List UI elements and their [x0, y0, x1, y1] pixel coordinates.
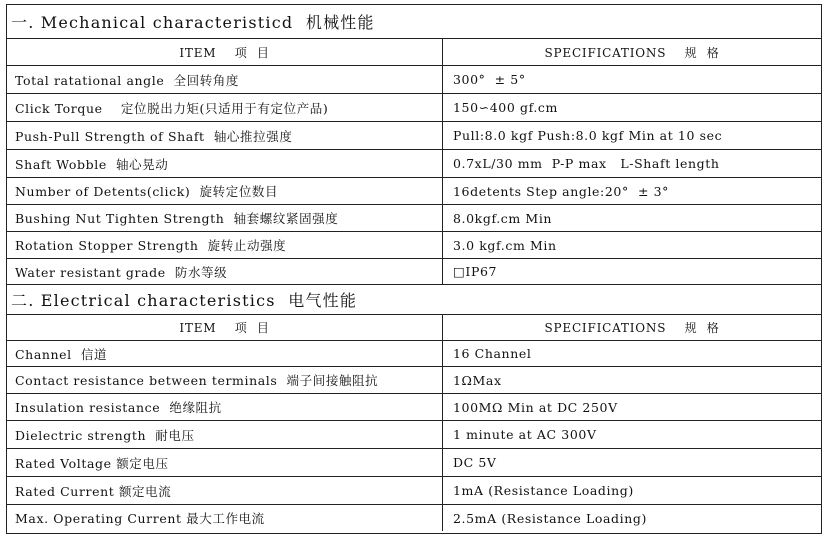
row-spec: □IP67: [453, 264, 498, 279]
electrical-header-spec: SPECIFICATIONS 规 格: [544, 321, 720, 335]
row-item: Number of Detents(click) 旋转定位数目: [7, 178, 443, 204]
row-spec: 8.0kgf.cm Min: [453, 210, 553, 226]
table-row: [7, 505, 821, 531]
mechanical-title-text: 一. Mechanical characteristicd 机械性能: [11, 13, 375, 32]
row-item: Bushing Nut Tighten Strength 轴套螺纹紧固强度: [7, 205, 443, 231]
row-item: Contact resistance between terminals 端子间接触阻抗: [7, 367, 443, 393]
row-spec: 1ΩMax: [453, 372, 502, 388]
row-spec: 0.7xL/30 mm P-P max L-Shaft length: [453, 156, 720, 171]
row-item: Rated Current 额定电流: [7, 477, 443, 504]
row-item: Rated Voltage 额定电压: [7, 449, 443, 476]
mechanical-header-spec: SPECIFICATIONS 规 格: [544, 45, 720, 60]
row-spec: 150∽400 gf.cm: [453, 100, 558, 115]
row-item: Click Torque 定位脱出力矩(只适用于有定位产品): [7, 94, 443, 121]
table-row: [7, 259, 821, 285]
row-item: Shaft Wobble 轴心晃动: [7, 150, 443, 177]
table-row: [7, 66, 821, 94]
electrical-title-text: 二. Electrical characteristics 电气性能: [11, 291, 358, 310]
table-row: [7, 341, 821, 367]
row-item: Rotation Stopper Strength 旋转止动强度: [7, 232, 443, 258]
electrical-section-title: [7, 285, 821, 315]
mechanical-table-header: [7, 39, 821, 66]
row-spec: 16detents Step angle:20° ± 3°: [453, 183, 670, 199]
row-item: Dielectric strength 耐电压: [7, 421, 443, 448]
row-spec: 3.0 kgf.cm Min: [453, 237, 557, 253]
table-row: [7, 449, 821, 477]
row-spec: 100MΩ Min at DC 250V: [453, 399, 618, 415]
row-spec: 1mA (Resistance Loading): [453, 483, 634, 498]
row-spec: 1 minute at AC 300V: [453, 427, 597, 442]
row-item: Push-Pull Strength of Shaft 轴心推拉强度: [7, 122, 443, 149]
table-row: [7, 205, 821, 232]
electrical-table-header: [7, 315, 821, 341]
table-row: [7, 367, 821, 394]
row-item: Insulation resistance 绝缘阻抗: [7, 394, 443, 420]
table-row: [7, 94, 821, 122]
table-row: [7, 122, 821, 150]
mechanical-section-title: [7, 5, 821, 39]
row-item: Total ratational angle 全回转角度: [7, 66, 443, 93]
table-row: [7, 150, 821, 178]
mechanical-header-item: ITEM 项 目: [7, 39, 443, 65]
row-spec: 2.5mA (Resistance Loading): [453, 510, 647, 526]
table-row: [7, 477, 821, 505]
row-spec: 16 Channel: [453, 346, 532, 361]
table-row: [7, 178, 821, 205]
row-spec: Pull:8.0 kgf Push:8.0 kgf Min at 10 sec: [453, 128, 723, 143]
row-spec: 300° ± 5°: [453, 72, 526, 87]
table-row: [7, 232, 821, 259]
spec-sheet: [6, 4, 822, 534]
row-spec: DC 5V: [453, 455, 497, 470]
row-item: Max. Operating Current 最大工作电流: [7, 505, 443, 531]
electrical-header-item: ITEM 项 目: [7, 315, 443, 340]
row-item: Channel 信道: [7, 341, 443, 366]
table-row: [7, 394, 821, 421]
row-item: Water resistant grade 防水等级: [7, 259, 443, 284]
table-row: [7, 421, 821, 449]
